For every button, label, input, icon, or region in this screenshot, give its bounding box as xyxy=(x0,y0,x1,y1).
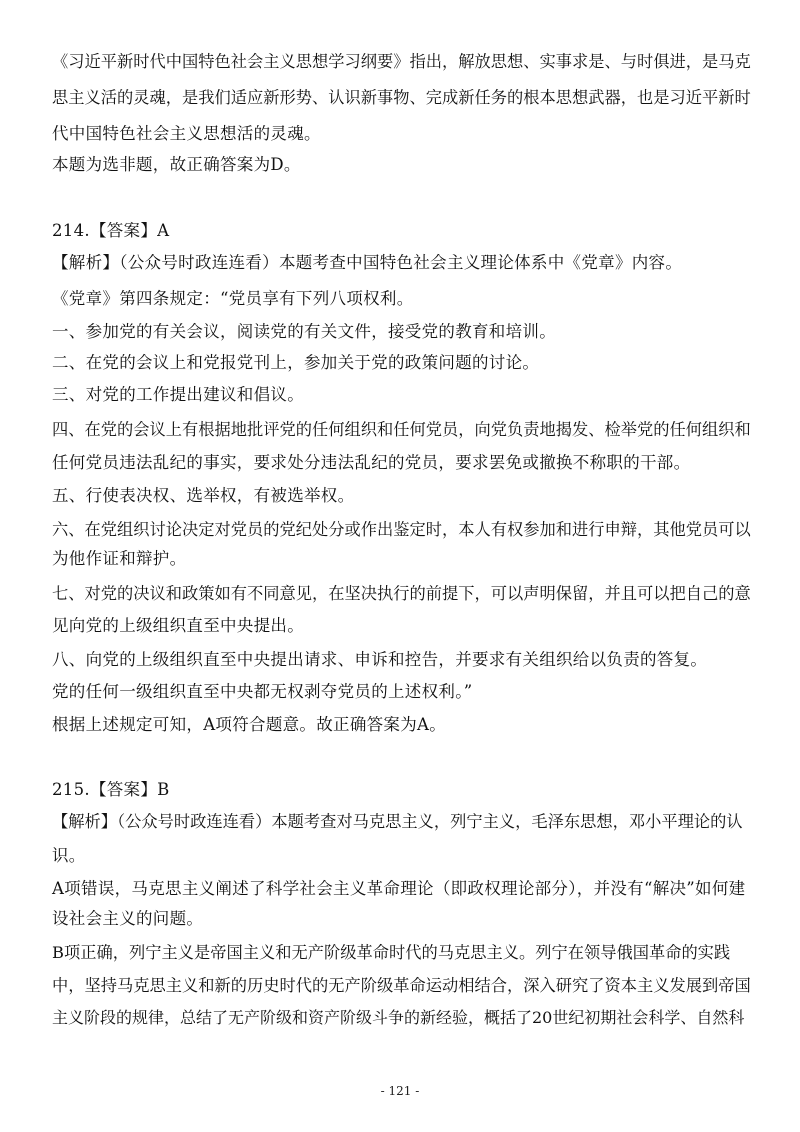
q214-line-9: 为他作证和辩护。 xyxy=(52,549,187,568)
intro-conclusion: 本题为选非题，故正确答案为D。 xyxy=(52,155,301,174)
q214-line-14: 根据上述规定可知，A项符合题意。故正确答案为A。 xyxy=(52,715,447,734)
page-number: - 121 - xyxy=(380,1084,420,1098)
q215-line-6: 中，坚持马克思主义和新的历史时代的无产阶级革命运动相结合，深入研究了资本主义发展到帝国 xyxy=(52,976,751,995)
intro-line-3: 代中国特色社会主义思想活的灵魂。 xyxy=(52,124,321,143)
q214-line-11: 见向党的上级组织直至中央提出。 xyxy=(52,616,304,635)
intro-line-1: 《习近平新时代中国特色社会主义思想学习纲要》指出，解放思想、实事求是、与时俱进，是马克 xyxy=(52,52,751,71)
q215-line-1: 【解析】（公众号时政连连看）本题考查对马克思主义，列宁主义，毛泽东思想，邓小平理论的认 xyxy=(52,812,743,831)
q215-line-3: A项错误，马克思主义阐述了科学社会主义革命理论（即政权理论部分），并没有“解决”如何建 xyxy=(52,879,746,898)
q215-line-4: 设社会主义的问题。 xyxy=(52,909,204,928)
q214-line-12: 八、向党的上级组织直至中央提出请求、申诉和控告，并要求有关组织给以负责的答复。 xyxy=(52,650,708,669)
q214-line-13: 党的任何一级组织直至中央都无权剥夺党员的上述权利。” xyxy=(52,682,473,701)
q214-analysis: 【解析】（公众号时政连连看）本题考查中国特色社会主义理论体系中《党章》内容。 xyxy=(52,253,683,272)
q215-line-2: 识。 xyxy=(52,846,86,865)
q214-line-5: 四、在党的会议上有根据地批评党的任何组织和任何党员，向党负责地揭发、检举党的任何组织和 xyxy=(52,420,751,439)
q214-line-1: 《党章》第四条规定：“党员享有下列八项权利。 xyxy=(52,289,414,308)
q214-line-4: 三、对党的工作提出建议和倡议。 xyxy=(52,385,304,404)
q215-line-5: B项正确，列宁主义是帝国主义和无产阶级革命时代的马克思主义。列宁在领导俄国革命的实践 xyxy=(52,943,731,962)
q214-line-10: 七、对党的决议和政策如有不同意见，在坚决执行的前提下，可以声明保留，并且可以把自己的意 xyxy=(52,584,751,603)
q214-line-2: 一、参加党的有关会议，阅读党的有关文件，接受党的教育和培训。 xyxy=(52,322,556,341)
q214-line-7: 五、行使表决权、选举权，有被选举权。 xyxy=(52,486,355,505)
q215-answer: 215.【答案】B xyxy=(52,780,170,799)
q214-line-6: 任何党员违法乱纪的事实，要求处分违法乱纪的党员，要求罢免或撤换不称职的干部。 xyxy=(52,453,691,472)
q214-line-3: 二、在党的会议上和党报党刊上，参加关于党的政策问题的讨论。 xyxy=(52,353,540,372)
q214-line-8: 六、在党组织讨论决定对党员的党纪处分或作出鉴定时，本人有权参加和进行申辩，其他党员可以 xyxy=(52,520,751,539)
intro-line-2: 思主义活的灵魂，是我们适应新形势、认识新事物、完成新任务的根本思想武器，也是习近平新时 xyxy=(52,88,751,107)
q214-answer: 214.【答案】A xyxy=(52,221,170,240)
q215-line-7: 主义阶段的规律，总结了无产阶级和资产阶级斗争的新经验，概括了20世纪初期社会科学、自然科 xyxy=(52,1008,745,1027)
